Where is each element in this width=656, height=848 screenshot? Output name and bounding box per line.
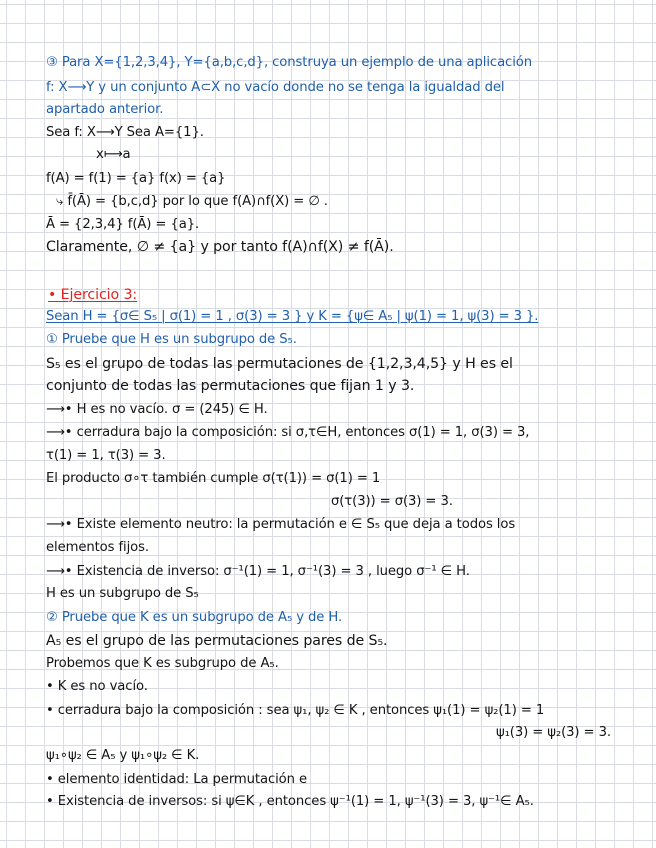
proof-line: • cerradura bajo la composición : sea ψ₁, ψ₂ ∈ K , entonces ψ₁(1) = ψ₂(1) = 1	[46, 703, 545, 718]
exercise-3-part-2-statement: ② Pruebe que K es un subgrupo de A₅ y de H.	[46, 610, 343, 625]
proof-line: ⟶• Existencia de inverso: σ⁻¹(1) = 1, σ⁻¹(3) = 3 , luego σ⁻¹ ∈ H.	[46, 564, 470, 579]
proof-line: • Existencia de inversos: si ψ∈K , entonces ψ⁻¹(1) = 1, ψ⁻¹(3) = 3, ψ⁻¹∈ A₅.	[46, 794, 534, 809]
proof-line: σ(τ(3)) = σ(3) = 3.	[331, 494, 453, 509]
exercise-part-3-statement-line-1: ③ Para X={1,2,3,4}, Y={a,b,c,d}, construya un ejemplo de una aplicación	[46, 55, 532, 70]
proof-line: ⟶• H es no vacío. σ = (245) ∈ H.	[46, 402, 268, 417]
exercise-3-heading: • Ejercicio 3:	[48, 287, 138, 303]
proof-line: ⟶• cerradura bajo la composición: si σ,τ∈H, entonces σ(1) = 1, σ(3) = 3,	[46, 425, 530, 440]
exercise-3-definition: Sean H = {σ∈ S₅ | σ(1) = 1 , σ(3) = 3 } y K = {ψ∈ A₅ | ψ(1) = 1, ψ(3) = 3 }.	[46, 309, 539, 324]
proof-line: Probemos que K es subgrupo de A₅.	[46, 656, 279, 671]
proof-line: • K es no vacío.	[46, 679, 148, 694]
exercise-part-3-statement-line-3: apartado anterior.	[46, 102, 164, 117]
proof-line: El producto σ∘τ también cumple σ(τ(1)) = σ(1) = 1	[46, 471, 381, 486]
solution-line: f(A) = f(1) = {a} f(x) = {a}	[46, 171, 226, 186]
proof-line: elementos fijos.	[46, 540, 150, 555]
proof-conclusion: H es un subgrupo de S₅	[46, 586, 199, 601]
solution-line: x⟼a	[96, 147, 131, 162]
proof-line: τ(1) = 1, τ(3) = 3.	[46, 448, 166, 463]
solution-line: Sea f: X⟶Y Sea A={1}.	[46, 125, 204, 140]
proof-line: • elemento identidad: La permutación e	[46, 772, 308, 787]
proof-line: ψ₁(3) = ψ₂(3) = 3.	[496, 725, 611, 740]
solution-line: Ā = {2,3,4} f(Ā) = {a}.	[46, 217, 200, 232]
solution-line: ⤷ f̄(Ā) = {b,c,d} por lo que f(A)∩f(X) = ∅ .	[56, 194, 328, 209]
proof-line: S₅ es el grupo de todas las permutaciones de {1,2,3,4,5} y H es el	[46, 356, 513, 372]
proof-line: ψ₁∘ψ₂ ∈ A₅ y ψ₁∘ψ₂ ∈ K.	[46, 748, 200, 763]
solution-line: Claramente, ∅ ≠ {a} y por tanto f(A)∩f(X) ≠ f(Ā).	[46, 239, 394, 255]
proof-line: A₅ es el grupo de las permutaciones pares de S₅.	[46, 633, 388, 649]
exercise-3-part-1-statement: ① Pruebe que H es un subgrupo de S₅.	[46, 332, 297, 347]
proof-line: ⟶• Existe elemento neutro: la permutación e ∈ S₅ que deja a todos los	[46, 517, 516, 532]
exercise-part-3-statement-line-2: f: X⟶Y y un conjunto A⊂X no vacío donde no se tenga la igualdad del	[46, 80, 505, 95]
proof-line: conjunto de todas las permutaciones que fijan 1 y 3.	[46, 378, 415, 394]
